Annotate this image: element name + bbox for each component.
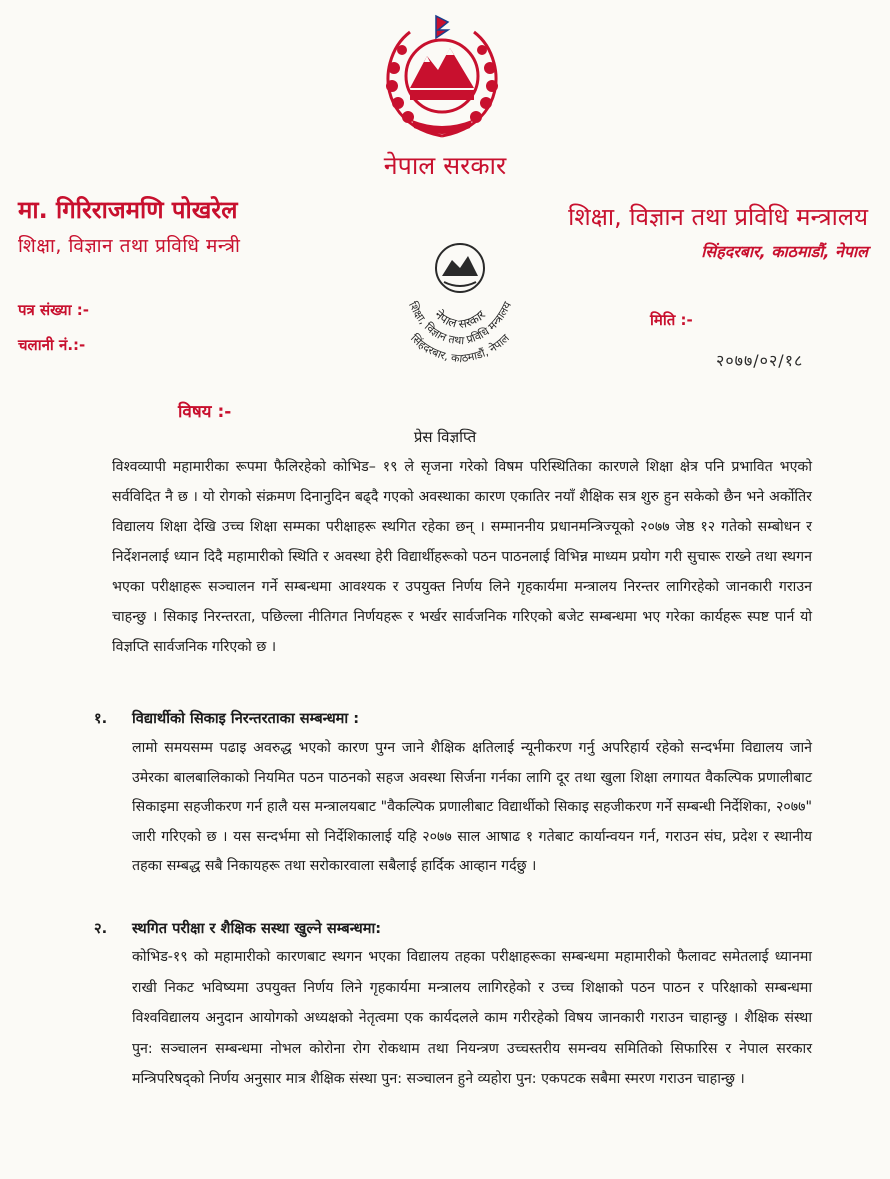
intro-paragraph: विश्वव्यापी महामारीका रूपमा फैलिरहेको कोभिड– १९ ले सृजना गरेको विषम परिस्थितिका कारणले शिक्षा क्षेत्र पनि प्रभावित भएको सर्वविदित नै छ । यो रोगको संक्रमण दिनानुदिन बढ्दै गएको अवस्थाका कारण एकातिर नयाँ शैक्षिक सत्र शुरु हुन सकेको छैन भने अर्कोतिर विद्यालय शिक्षा देखि उच्च शिक्षा सम्मका परीक्षाहरू स्थगित रहेका छन् । सम्माननीय प्रधानमन्त्रिज्यूको २०७७ जेष्ठ १२ गतेको सम्बोधन र निर्देशनलाई ध्यान दिदै महामारीको स्थिति र अवस्था हेरी विद्यार्थीहरूको पठन पाठनलाई विभिन्न माध्यम प्रयोग गरी सुचारू राख्ने तथा स्थगन भएका परीक्षाहरू सञ्चालन गर्ने सम्बन्धमा आवश्यक र उपयुक्त निर्णय लिने गृहकार्यमा मन्त्रालय निरन्तर लागिरहेको जानकारी गराउन चाहन्छु । सिकाइ निरन्तरता, पछिल्ला नीतिगत निर्णयहरू र भर्खर सार्वजनिक गरिएको बजेट सम्बन्धमा भए गरेका कार्यहरू स्पष्ट पार्न यो विज्ञप्ति सार्वजनिक गरिएको छ । <box>112 459 812 655</box>
government-title: नेपाल सरकार <box>383 151 507 180</box>
reference-number-label: पत्र संख्या :- <box>18 301 89 319</box>
section-2-number: २. <box>94 920 108 937</box>
minister-title: शिक्षा, विज्ञान तथा प्रविधि मन्त्री <box>18 235 241 257</box>
section-2-body: कोभिड-१९ को महामारीको कारणबाट स्थगन भएका विद्यालय तहका परीक्षाहरूका सम्बन्धमा महामारीको फैलावट समेतलाई ध्यानमा राखी निकट भविष्यमा उपयुक्त निर्णय लिने गृहकार्यमा मन्त्रालय लागिरहेको र उच्च शिक्षाको पठन पाठन र परिक्षाको सम्बन्धमा विश्वविद्यालय अनुदान आयोगको अध्यक्षको नेतृत्वमा एक कार्यदलले काम गरीरहेको विषय जानकारी गराउन चाहान्छु । शैक्षिक संस्था पुन: सञ्चालन सम्बन्धमा नोभल कोरोना रोग रोकथाम तथा नियन्त्रण उच्चस्तरीय समन्वय समितिको सिफारिस र नेपाल सरकार मन्त्रिपरिषद्को निर्णय अनुसार मात्र शैक्षिक संस्था पुन: सञ्चालन हुने व्यहोरा पुन: एकपटक सबैमा स्मरण गराउन चाहान्छु । <box>132 949 812 1087</box>
section-1-body: लामो समयसम्म पढाइ अवरुद्ध भएको कारण पुग्न जाने शैक्षिक क्षतिलाई न्यूनीकरण गर्नु अपरिहार्य रहेको सन्दर्भमा विद्यालय जाने उमेरका बालबालिकाको नियमित पठन पाठनको सहज अवस्था सिर्जना गर्नका लागि दूर तथा खुला शिक्षा लगायत वैकल्पिक प्रणालीबाट सिकाइमा सहजीकरण गर्न हालै यस मन्त्रालयबाट "वैकल्पिक प्रणालीबाट विद्यार्थीको सिकाइ सहजीकरण गर्ने सम्बन्धी निर्देशिका, २०७७" जारी गरिएको छ । यस सन्दर्भमा सो निर्देशिकालाई यहि २०७७ साल आषाढ १ गतेबाट कार्यान्वयन गर्न, गराउन संघ, प्रदेश र स्थानीय तहका सम्बद्ध सबै निकायहरू तथा सरोकारवाला सबैलाई हार्दिक आव्हान गर्दछु । <box>132 740 812 874</box>
section-2-heading <box>94 914 814 943</box>
ministry-address: सिंहदरबार, काठमाडौं, नेपाल <box>701 242 868 261</box>
subject-label: विषय :- <box>178 402 232 422</box>
ministry-name: शिक्षा, विज्ञान तथा प्रविधि मन्त्रालय <box>568 203 868 231</box>
section-1-number: १. <box>94 710 108 727</box>
section-2-title: स्थगित परीक्षा र शैक्षिक सस्था खुल्ने सम्बन्धमा: <box>132 920 382 937</box>
nepal-coat-of-arms-icon <box>372 8 512 148</box>
minister-name: मा. गिरिराजमणि पोखरेल <box>18 196 238 224</box>
date-value: २०७७/०२/१८ <box>716 351 804 370</box>
ministry-stamp <box>360 238 560 378</box>
stamp-line1: नेपाल सरकार <box>432 307 489 332</box>
section-1-title: विद्यार्थीको सिकाइ निरन्तरताका सम्बन्धमा : <box>132 710 360 727</box>
dispatch-number-label: चलानी नं.:- <box>18 336 86 354</box>
document-title: प्रेस विज्ञप्ति <box>413 428 477 446</box>
svg-text:नेपाल सरकार <box>432 307 489 331</box>
section-1-heading <box>94 704 814 733</box>
date-label: मिति :- <box>650 311 693 329</box>
stamp-line3: सिंहदरबार, काठमाडौं, नेपाल <box>408 331 512 366</box>
stamp-line2: शिक्षा, विज्ञान तथा प्रविधि मन्त्रालय <box>406 299 514 348</box>
